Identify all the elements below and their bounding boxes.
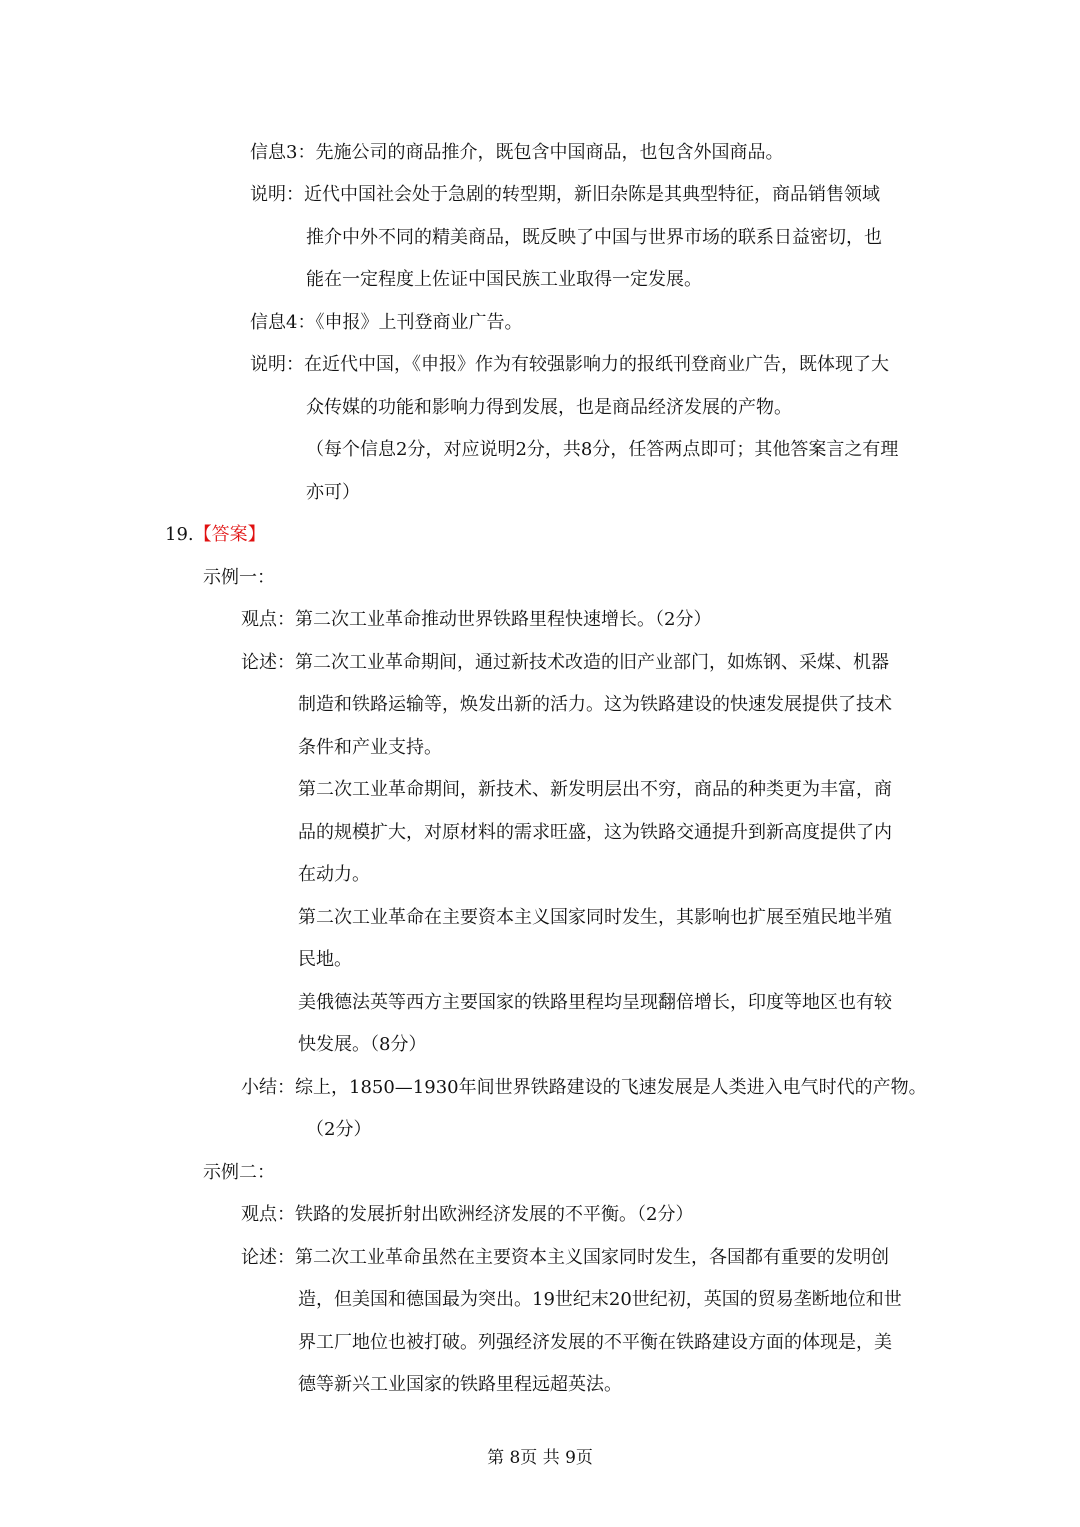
explain-3-line-2: 推介中外不同的精美商品，既反映了中国与世界市场的联系日益密切，也	[306, 227, 882, 248]
example-1-summary-line-2: （2分）	[306, 1119, 372, 1140]
example-1-argument-line-1: 论述：第二次工业革命期间，通过新技术改造的旧产业部门，如炼钢、采煤、机器	[241, 652, 889, 673]
question-number: 19.	[165, 524, 194, 545]
example-1-argument-line-7: 第二次工业革命在主要资本主义国家同时发生，其影响也扩展至殖民地半殖	[298, 907, 892, 928]
explain-3-line-3: 能在一定程度上佐证中国民族工业取得一定发展。	[306, 269, 702, 290]
explain-4-line-2: 众传媒的功能和影响力得到发展，也是商品经济发展的产物。	[306, 397, 792, 418]
example-2-argument-line-3: 界工厂地位也被打破。列强经济发展的不平衡在铁路建设方面的体现是，美	[298, 1332, 892, 1353]
example-1-argument-line-4: 第二次工业革命期间，新技术、新发明层出不穷，商品的种类更为丰富，商	[298, 779, 892, 800]
page-footer: 第 8页 共 9页	[487, 1448, 593, 1468]
example-1-argument-line-10: 快发展。（8分）	[298, 1034, 427, 1055]
scoring-line-1: （每个信息2分，对应说明2分，共8分，任答两点即可；其他答案言之有理	[306, 439, 899, 460]
example-1-summary-line-1: 小结：综上，1850—1930年间世界铁路建设的飞速发展是人类进入电气时代的产物。	[241, 1077, 927, 1098]
example-2-argument-line-1: 论述：第二次工业革命虽然在主要资本主义国家同时发生，各国都有重要的发明创	[241, 1247, 889, 1268]
example-1-title: 示例一：	[203, 567, 275, 588]
scoring-line-2: 亦可）	[306, 482, 360, 503]
example-2-argument-line-2: 造，但美国和德国最为突出。19世纪末20世纪初，英国的贸易垄断地位和世	[298, 1289, 902, 1310]
example-1-argument-line-6: 在动力。	[298, 864, 370, 885]
example-1-argument-line-2: 制造和铁路运输等，焕发出新的活力。这为铁路建设的快速发展提供了技术	[298, 694, 892, 715]
example-2-argument-line-4: 德等新兴工业国家的铁路里程远超英法。	[298, 1374, 622, 1395]
example-2-viewpoint: 观点：铁路的发展折射出欧洲经济发展的不平衡。（2分）	[241, 1204, 694, 1225]
example-2-title: 示例二：	[203, 1162, 275, 1183]
explain-3-line-1: 说明：近代中国社会处于急剧的转型期，新旧杂陈是其典型特征，商品销售领域	[250, 184, 880, 205]
info-4: 信息4：《申报》上刊登商业广告。	[250, 312, 523, 333]
example-1-argument-line-8: 民地。	[298, 949, 352, 970]
question-19-heading	[165, 523, 266, 547]
example-1-viewpoint: 观点：第二次工业革命推动世界铁路里程快速增长。（2分）	[241, 609, 712, 630]
example-1-argument-line-5: 品的规模扩大，对原材料的需求旺盛，这为铁路交通提升到新高度提供了内	[298, 822, 892, 843]
example-1-argument-line-3: 条件和产业支持。	[298, 737, 442, 758]
example-1-argument-line-9: 美俄德法英等西方主要国家的铁路里程均呈现翻倍增长，印度等地区也有较	[298, 992, 892, 1013]
info-3: 信息3：先施公司的商品推介，既包含中国商品，也包含外国商品。	[250, 142, 784, 163]
answer-tag: 【答案】	[193, 524, 266, 545]
explain-4-line-1: 说明：在近代中国，《申报》作为有较强影响力的报纸刊登商业广告，既体现了大	[250, 354, 889, 375]
